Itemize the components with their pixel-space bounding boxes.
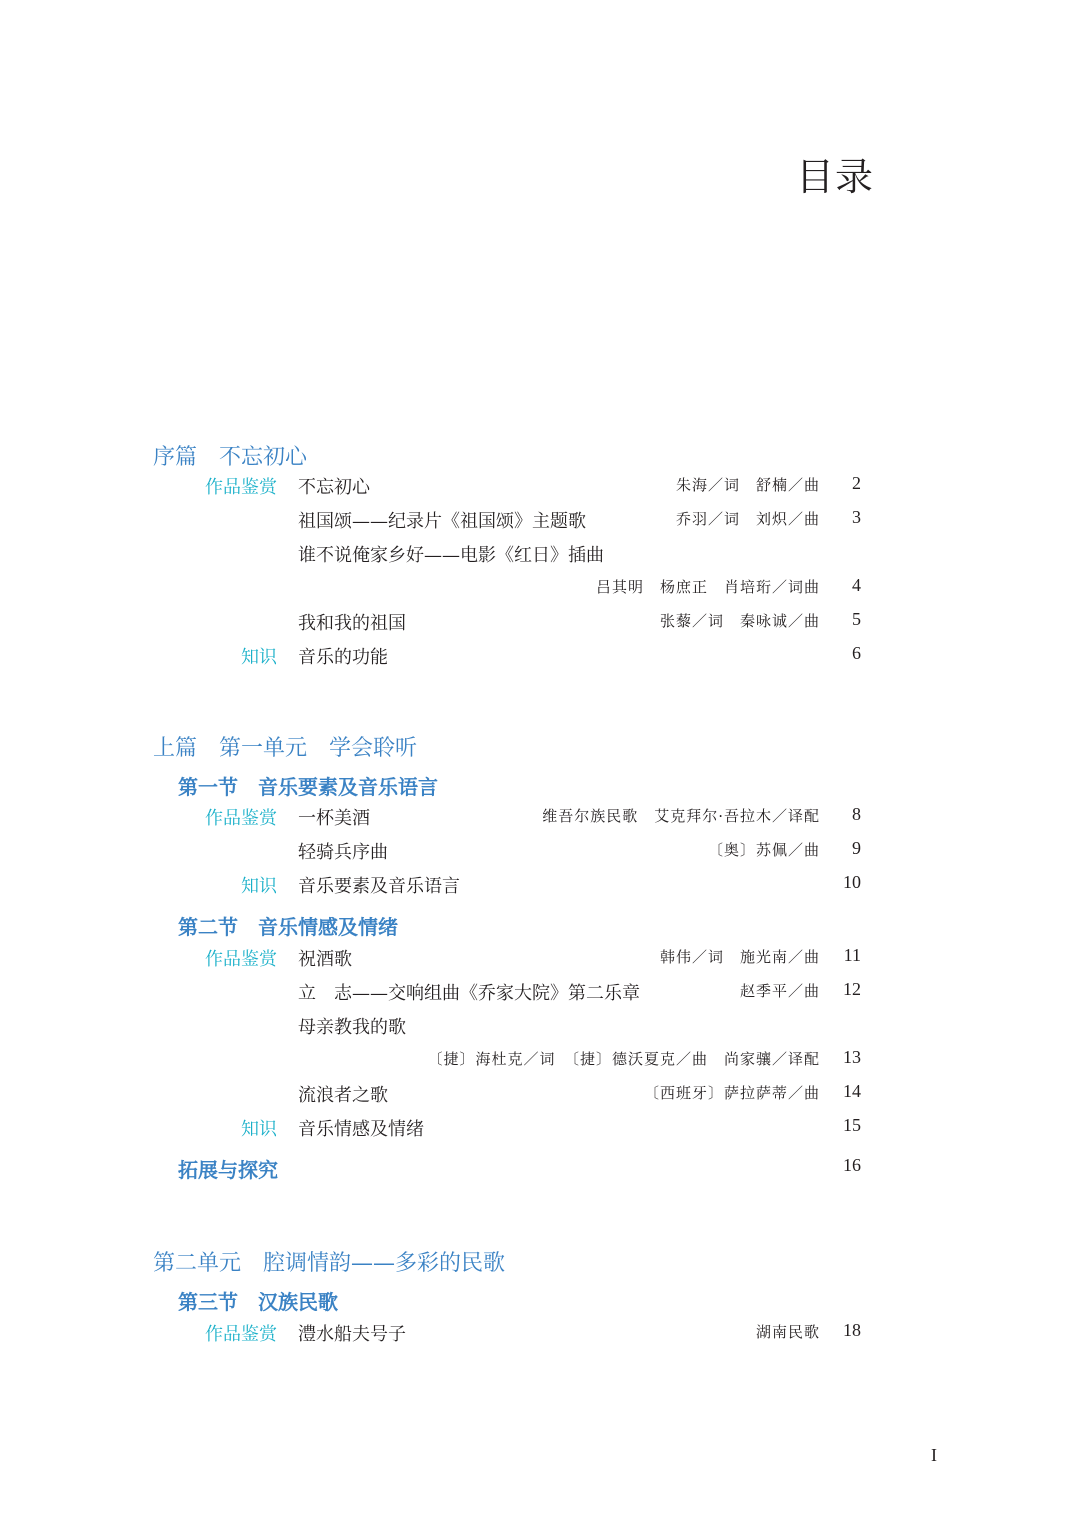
- entry-page-number: 18: [843, 1320, 861, 1340]
- toc-entry[interactable]: [0, 473, 1080, 503]
- toc-entry[interactable]: [0, 1013, 1080, 1043]
- part-heading-prelude: 序篇 不忘初心: [153, 445, 308, 470]
- toc-entry[interactable]: [0, 609, 1080, 639]
- toc-entry-continuation[interactable]: [0, 575, 1080, 605]
- toc-entry[interactable]: [0, 643, 1080, 673]
- page-number: I: [931, 1445, 937, 1465]
- entry-credit: 〔西班牙〕萨拉萨蒂／曲: [643, 1084, 820, 1102]
- entry-page-number: 9: [852, 838, 861, 858]
- entry-page-number: 5: [852, 609, 861, 629]
- entry-credit: 维吾尔族民歌 艾克拜尔·吾拉木／译配: [542, 807, 820, 825]
- entry-page-number: 3: [852, 507, 861, 527]
- toc-entry[interactable]: [0, 541, 1080, 571]
- extension-heading[interactable]: 拓展与探究: [178, 1158, 278, 1182]
- entry-title: 流浪者之歌: [298, 1085, 388, 1106]
- entry-page-number: 13: [843, 1047, 861, 1067]
- section-heading-1: 第一节 音乐要素及音乐语言: [178, 775, 438, 799]
- entry-title: 祖国颂——纪录片《祖国颂》主题歌: [298, 511, 586, 532]
- entry-credit: 湖南民歌: [755, 1323, 820, 1341]
- toc-entry[interactable]: [0, 838, 1080, 868]
- entry-page-number: 4: [852, 575, 861, 595]
- entry-page-number: 14: [843, 1081, 861, 1101]
- toc-entry[interactable]: [0, 804, 1080, 834]
- entry-category: 知识: [241, 1119, 277, 1140]
- entry-credit: 朱海／词 舒楠／曲: [675, 476, 820, 494]
- toc-entry[interactable]: [0, 1115, 1080, 1145]
- entry-credit: 〔捷〕海杜克／词 〔捷〕德沃夏克／曲 尚家骧／译配: [427, 1050, 820, 1068]
- toc-entry[interactable]: [0, 872, 1080, 902]
- toc-entry[interactable]: [0, 1081, 1080, 1111]
- entry-title: 音乐的功能: [298, 647, 388, 668]
- unit-heading-2: 第二单元 腔调情韵——多彩的民歌: [153, 1251, 506, 1276]
- entry-title: 音乐情感及情绪: [298, 1119, 424, 1140]
- entry-category: 知识: [241, 876, 277, 897]
- entry-page-number: 11: [843, 945, 861, 965]
- entry-title: 不忘初心: [298, 477, 370, 498]
- entry-page-number: 8: [852, 804, 861, 824]
- section-heading-3: 第三节 汉族民歌: [178, 1290, 338, 1314]
- entry-category: 作品鉴赏: [205, 808, 277, 829]
- entry-title: 祝酒歌: [298, 949, 352, 970]
- entry-page-number: 12: [843, 979, 861, 999]
- entry-credit: 吕其明 杨庶正 肖培珩／词曲: [595, 578, 820, 596]
- toc-entry[interactable]: [0, 979, 1080, 1009]
- entry-page-number: 15: [843, 1115, 861, 1135]
- entry-title: 我和我的祖国: [298, 613, 406, 634]
- entry-title: 母亲教我的歌: [298, 1017, 406, 1038]
- toc-entry-continuation[interactable]: [0, 1047, 1080, 1077]
- extension-page-number: 16: [843, 1155, 861, 1175]
- toc-entry[interactable]: [0, 507, 1080, 537]
- entry-title: 澧水船夫号子: [298, 1324, 406, 1345]
- toc-entry[interactable]: [0, 945, 1080, 975]
- entry-credit: 赵季平／曲: [739, 982, 820, 1000]
- part-heading-part1: 上篇 第一单元 学会聆听: [153, 736, 418, 761]
- entry-page-number: 2: [852, 473, 861, 493]
- entry-category: 作品鉴赏: [205, 477, 277, 498]
- entry-title: 立 志——交响组曲《乔家大院》第二乐章: [298, 983, 640, 1004]
- entry-page-number: 10: [843, 872, 861, 892]
- entry-title: 一杯美酒: [298, 808, 370, 829]
- section-heading-2: 第二节 音乐情感及情绪: [178, 915, 398, 939]
- entry-credit: 〔奥〕苏佩／曲: [707, 841, 820, 859]
- entry-category: 知识: [241, 647, 277, 668]
- entry-page-number: 6: [852, 643, 861, 663]
- toc-entry[interactable]: [0, 1320, 1080, 1350]
- page-title: 目录: [796, 155, 875, 199]
- entry-credit: 张藜／词 秦咏诚／曲: [659, 612, 820, 630]
- entry-title: 轻骑兵序曲: [298, 842, 388, 863]
- entry-category: 作品鉴赏: [205, 1324, 277, 1345]
- entry-category: 作品鉴赏: [205, 949, 277, 970]
- entry-title: 音乐要素及音乐语言: [298, 876, 460, 897]
- entry-credit: 乔羽／词 刘炽／曲: [675, 510, 820, 528]
- entry-title: 谁不说俺家乡好——电影《红日》插曲: [298, 545, 604, 566]
- entry-credit: 韩伟／词 施光南／曲: [659, 948, 820, 966]
